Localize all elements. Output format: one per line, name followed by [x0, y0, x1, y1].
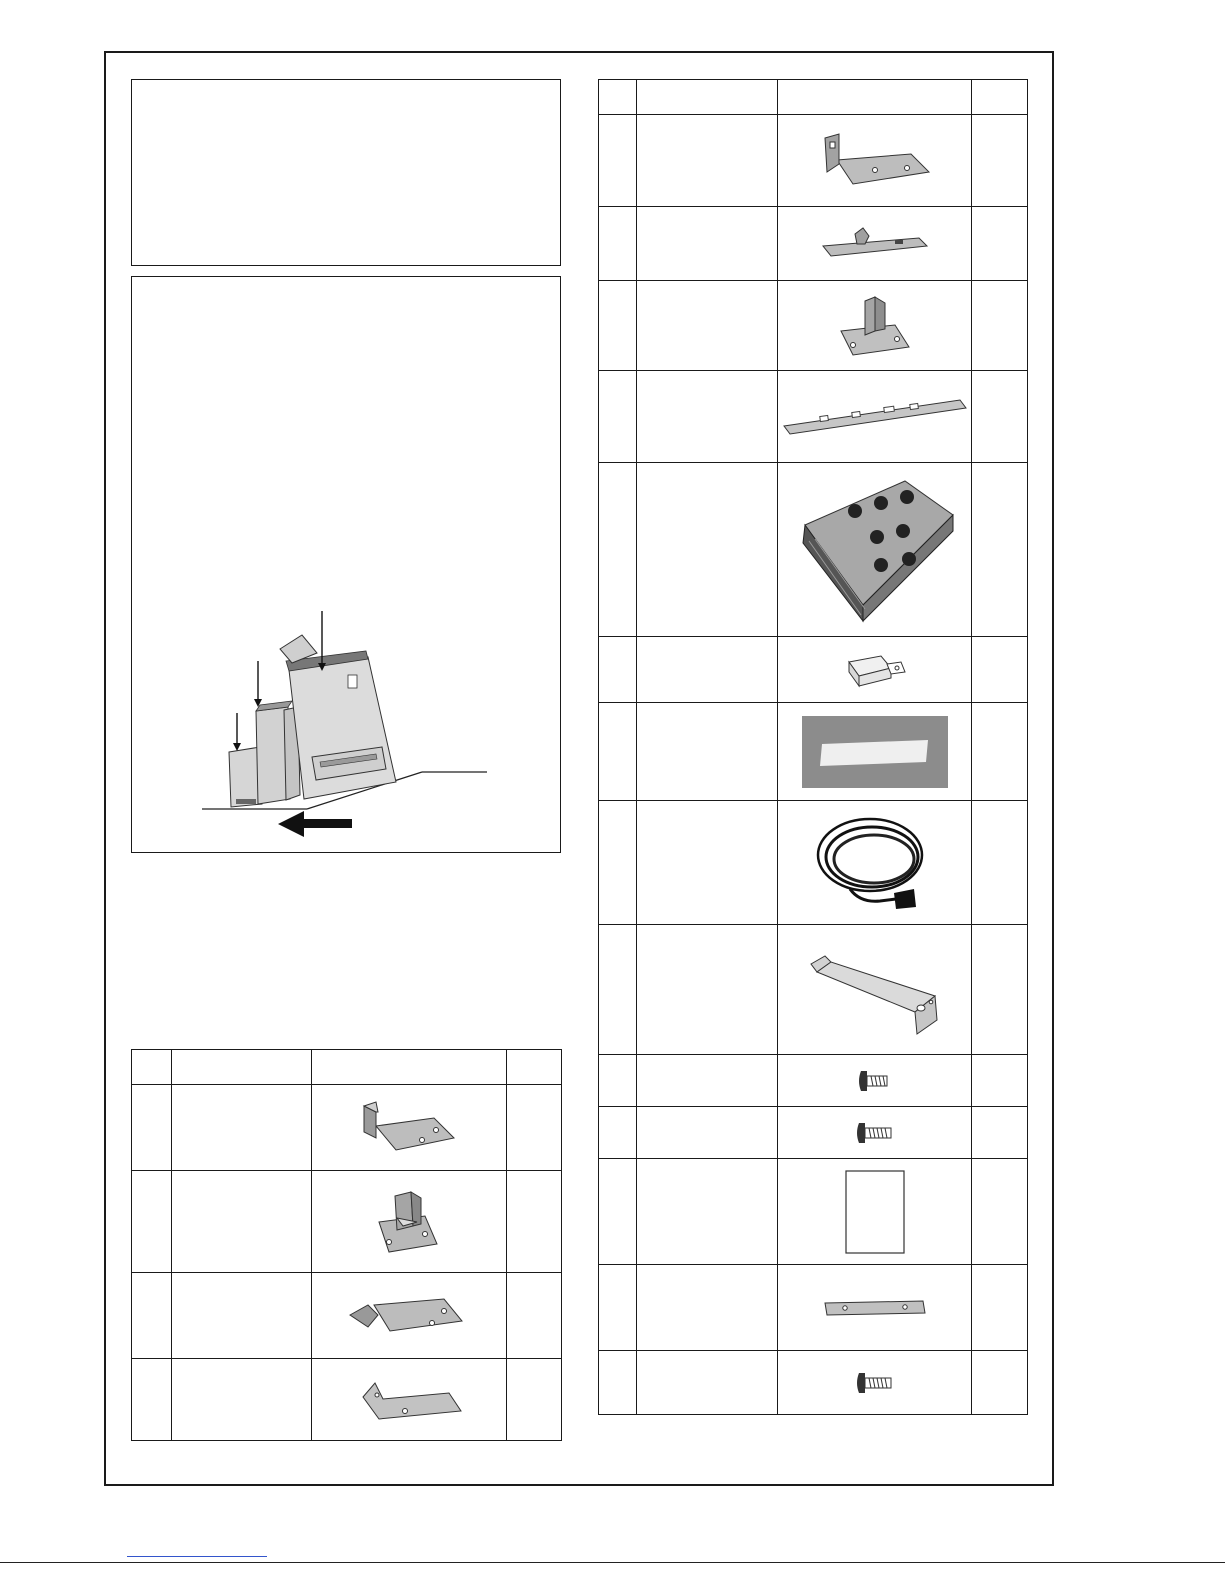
- pin-rail-icon: [815, 224, 935, 264]
- l-bracket-icon: [354, 1098, 464, 1158]
- l-bracket-large-icon: [815, 130, 935, 192]
- table-header: [132, 1050, 562, 1085]
- table-row: [599, 1107, 1028, 1159]
- connector-icon: [835, 648, 915, 692]
- accessory-table-left: [131, 1049, 562, 1441]
- accessory-table-right: [598, 79, 1028, 1415]
- long-rail-icon: [780, 392, 970, 442]
- table-row: [599, 1265, 1028, 1351]
- screw-long-icon: [853, 1119, 897, 1147]
- table-row: [132, 1171, 562, 1273]
- power-cord-icon: [810, 811, 940, 915]
- col-name: [172, 1050, 312, 1085]
- col-name: [637, 80, 778, 115]
- table-row: [599, 703, 1028, 801]
- table-row: [599, 281, 1028, 371]
- col-shape: [778, 80, 972, 115]
- col-qty: [507, 1050, 562, 1085]
- screw-short-icon: [855, 1067, 895, 1095]
- bent-plate-icon: [349, 1375, 469, 1425]
- fan-cover-icon: [785, 475, 965, 625]
- pad-sheet-icon: [800, 714, 950, 790]
- table-row: [599, 925, 1028, 1055]
- table-row: [599, 115, 1028, 207]
- cover-plate-icon: [805, 940, 945, 1040]
- table-row: [132, 1085, 562, 1171]
- arrow-left-icon: [278, 811, 352, 837]
- table-row: [599, 801, 1028, 925]
- table-row: [132, 1273, 562, 1359]
- table-row: [599, 1351, 1028, 1415]
- table-row: [599, 637, 1028, 703]
- col-no: [132, 1050, 172, 1085]
- pin-plate-icon: [344, 1291, 474, 1341]
- footer-rule: [0, 1562, 1225, 1563]
- table-row: [599, 207, 1028, 281]
- document-sheet-icon: [844, 1169, 906, 1255]
- table-row: [599, 1159, 1028, 1265]
- illustration-box: [131, 276, 561, 853]
- table-row: [599, 463, 1028, 637]
- col-no: [599, 80, 637, 115]
- col-shape: [312, 1050, 507, 1085]
- table-row: [599, 1055, 1028, 1107]
- pin-stand-bracket-icon: [359, 1182, 459, 1262]
- machine-move-illustration-icon: [132, 277, 559, 851]
- flat-plate-icon: [823, 1297, 927, 1319]
- table-row: [599, 371, 1028, 463]
- screw-icon: [853, 1370, 897, 1396]
- stand-bracket-icon: [825, 291, 925, 361]
- note-box: [131, 79, 561, 266]
- table-row: [132, 1359, 562, 1441]
- col-qty: [972, 80, 1028, 115]
- table-header: [599, 80, 1028, 115]
- footer-link-underline[interactable]: [127, 1556, 267, 1557]
